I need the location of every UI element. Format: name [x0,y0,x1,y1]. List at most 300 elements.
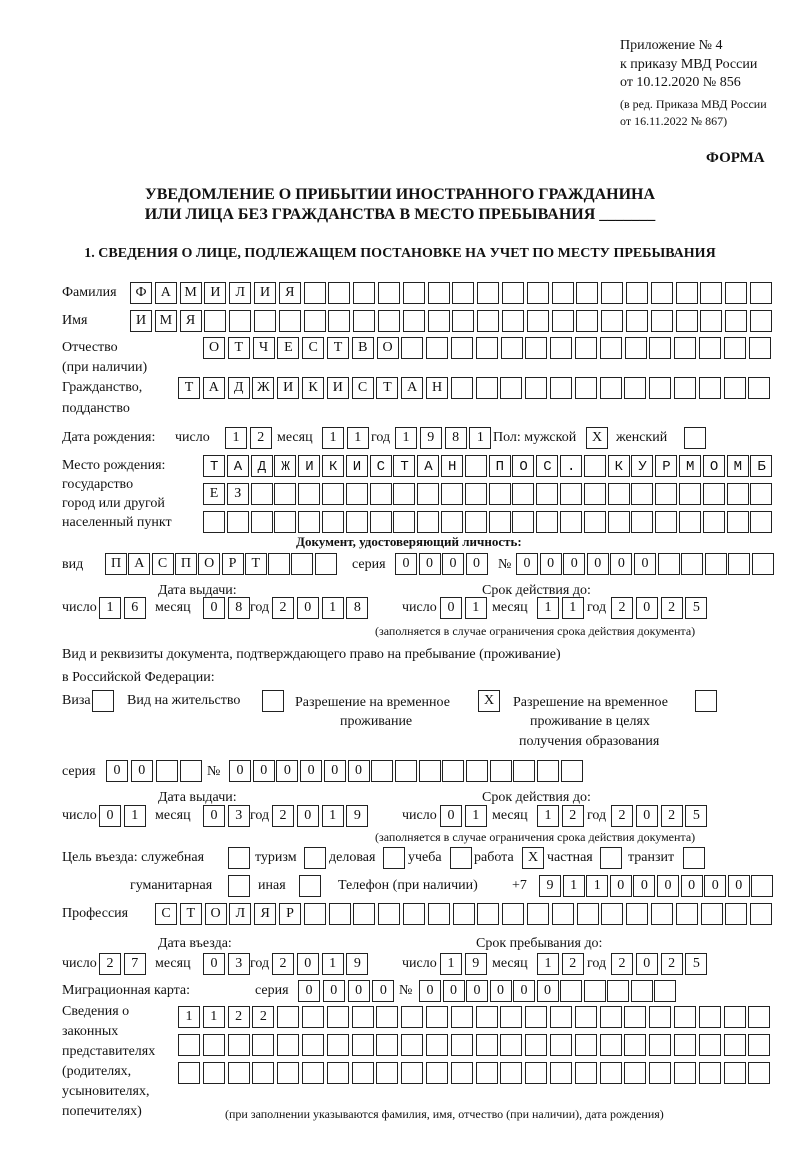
birth-place-field-cell[interactable] [584,511,606,533]
profession-field-cell[interactable]: Р [279,903,301,925]
birth-place-field-cell[interactable] [655,511,677,533]
doc-kind-field-cell[interactable] [291,553,313,575]
birth-place-field-cell[interactable]: Е [203,483,225,505]
reps-field-cell[interactable] [550,1034,572,1056]
phone-field-cell[interactable] [751,875,773,897]
stay-series-field-cell[interactable]: 0 [106,760,128,782]
reps-field-cell[interactable]: 1 [203,1006,225,1028]
day-field-cell[interactable]: 9 [465,953,487,975]
birth-place-field-cell[interactable] [489,511,511,533]
mig-number-field-cell[interactable]: 0 [466,980,488,1002]
name-field-cell[interactable] [700,310,722,332]
citizenship-field-cell[interactable] [525,377,547,399]
birth-place-field-cell[interactable] [322,511,344,533]
mig-number-field-cell[interactable]: 0 [419,980,441,1002]
purpose-tourism-checkbox[interactable] [304,847,326,869]
phone-field-cell[interactable]: 0 [610,875,632,897]
surname-field-cell[interactable] [353,282,375,304]
reps-field-cell[interactable] [327,1062,349,1084]
birth-place-field-cell[interactable] [608,511,630,533]
reps-field-cell[interactable] [600,1062,622,1084]
name-field-cell[interactable] [502,310,524,332]
stay-number-field-cell[interactable] [395,760,417,782]
birth-place-field-cell[interactable] [441,483,463,505]
citizenship-field-cell[interactable] [674,377,696,399]
mig-series-field-cell[interactable]: 0 [323,980,345,1002]
reps-field-cell[interactable] [178,1034,200,1056]
reps-field-cell[interactable] [203,1034,225,1056]
reps-field-cell[interactable] [376,1034,398,1056]
patronymic-field-cell[interactable]: С [302,337,324,359]
year-field-cell[interactable]: 2 [661,805,683,827]
stay-number-field-cell[interactable]: 0 [276,760,298,782]
patronymic-field-cell[interactable]: Е [277,337,299,359]
birth-place-field-cell[interactable] [655,483,677,505]
profession-field-cell[interactable] [453,903,475,925]
stay-number-field-cell[interactable] [513,760,535,782]
profession-field-cell[interactable] [577,903,599,925]
visa-checkbox[interactable] [92,690,114,712]
patronymic-field-cell[interactable] [476,337,498,359]
reps-field-cell[interactable] [525,1062,547,1084]
birth-place-field-cell[interactable] [274,511,296,533]
birth-place-field-cell[interactable] [251,511,273,533]
day-field-cell[interactable]: 1 [465,805,487,827]
surname-field-cell[interactable]: Л [229,282,251,304]
reps-field-cell[interactable]: 1 [178,1006,200,1028]
doc-number-field-cell[interactable] [681,553,703,575]
reps-field-cell[interactable] [724,1034,746,1056]
surname-field-cell[interactable]: Ф [130,282,152,304]
phone-field-cell[interactable]: 0 [728,875,750,897]
doc-series-field-cell[interactable]: 0 [466,553,488,575]
reps-field-cell[interactable] [277,1006,299,1028]
name-field-cell[interactable] [601,310,623,332]
birth-place-field-cell[interactable] [489,483,511,505]
birth-place-field-cell[interactable] [227,511,249,533]
reps-field-cell[interactable] [228,1034,250,1056]
year-field-cell[interactable]: 1 [322,953,344,975]
year-field-cell[interactable]: 0 [297,597,319,619]
citizenship-field-cell[interactable]: К [302,377,324,399]
surname-field-cell[interactable] [676,282,698,304]
name-field-cell[interactable] [403,310,425,332]
year-field-cell[interactable]: 8 [346,597,368,619]
reps-field-cell[interactable] [352,1034,374,1056]
profession-field-cell[interactable] [477,903,499,925]
year-field-cell[interactable]: 2 [611,953,633,975]
name-field-cell[interactable] [477,310,499,332]
reps-field-cell[interactable] [476,1006,498,1028]
doc-number-field-cell[interactable] [658,553,680,575]
reps-field-cell[interactable] [674,1034,696,1056]
stay-series-field-cell[interactable] [180,760,202,782]
reps-field-cell[interactable] [376,1062,398,1084]
purpose-work-checkbox[interactable]: X [522,847,544,869]
name-field-cell[interactable] [626,310,648,332]
birth-year-field-cell[interactable]: 1 [395,427,417,449]
citizenship-field-cell[interactable] [699,377,721,399]
profession-field-cell[interactable] [701,903,723,925]
citizenship-field-cell[interactable]: Т [376,377,398,399]
stay-number-field-cell[interactable] [561,760,583,782]
profession-field-cell[interactable]: Л [229,903,251,925]
reps-field-cell[interactable] [327,1034,349,1056]
reps-field-cell[interactable] [674,1006,696,1028]
citizenship-field-cell[interactable]: Д [228,377,250,399]
birth-place-field-cell[interactable] [536,511,558,533]
birth-place-field-cell[interactable] [679,483,701,505]
month-field-cell[interactable]: 1 [537,805,559,827]
birth-place-field-cell[interactable] [370,483,392,505]
profession-field-cell[interactable] [428,903,450,925]
purpose-humanitarian-checkbox[interactable] [228,875,250,897]
citizenship-field-cell[interactable] [451,377,473,399]
stay-number-field-cell[interactable] [490,760,512,782]
month-field-cell[interactable]: 1 [562,597,584,619]
birth-year-field-cell[interactable]: 9 [420,427,442,449]
birth-year-field-cell[interactable]: 8 [445,427,467,449]
doc-number-field-cell[interactable]: 0 [563,553,585,575]
birth-place-field-cell[interactable] [322,483,344,505]
reps-field-cell[interactable] [600,1006,622,1028]
citizenship-field-cell[interactable]: Т [178,377,200,399]
profession-field-cell[interactable]: С [155,903,177,925]
birth-day-field-cell[interactable]: 1 [225,427,247,449]
reps-field-cell[interactable] [699,1034,721,1056]
birth-place-field-cell[interactable] [536,483,558,505]
reps-field-cell[interactable] [376,1006,398,1028]
stay-number-field-cell[interactable]: 0 [300,760,322,782]
birth-place-field-cell[interactable] [298,511,320,533]
name-field-cell[interactable] [576,310,598,332]
year-field-cell[interactable]: 0 [297,805,319,827]
birth-place-field-cell[interactable] [298,483,320,505]
reps-field-cell[interactable] [426,1034,448,1056]
surname-field-cell[interactable]: И [204,282,226,304]
doc-kind-field-cell[interactable]: О [198,553,220,575]
birth-month-field-cell[interactable]: 1 [347,427,369,449]
reps-field-cell[interactable] [575,1006,597,1028]
purpose-official-checkbox[interactable] [228,847,250,869]
stay-number-field-cell[interactable]: 0 [324,760,346,782]
purpose-business-checkbox[interactable] [383,847,405,869]
phone-field-cell[interactable]: 0 [681,875,703,897]
surname-field-cell[interactable] [328,282,350,304]
month-field-cell[interactable]: 2 [562,805,584,827]
reps-field-cell[interactable] [550,1062,572,1084]
name-field-cell[interactable] [279,310,301,332]
patronymic-field-cell[interactable] [749,337,771,359]
patronymic-field-cell[interactable] [600,337,622,359]
day-field-cell[interactable]: 2 [99,953,121,975]
doc-number-field-cell[interactable]: 0 [540,553,562,575]
surname-field-cell[interactable] [502,282,524,304]
reps-field-cell[interactable] [600,1034,622,1056]
year-field-cell[interactable]: 1 [322,805,344,827]
birth-place-field-cell[interactable] [346,511,368,533]
profession-field-cell[interactable] [304,903,326,925]
patronymic-field-cell[interactable]: Т [228,337,250,359]
reps-field-cell[interactable] [649,1034,671,1056]
mig-series-field-cell[interactable]: 0 [372,980,394,1002]
reps-field-cell[interactable] [451,1062,473,1084]
profession-field-cell[interactable] [552,903,574,925]
year-field-cell[interactable]: 2 [661,953,683,975]
citizenship-field-cell[interactable]: Н [426,377,448,399]
phone-field-cell[interactable]: 0 [633,875,655,897]
surname-field-cell[interactable] [552,282,574,304]
reps-field-cell[interactable] [327,1006,349,1028]
reps-field-cell[interactable]: 2 [228,1006,250,1028]
reps-field-cell[interactable] [277,1062,299,1084]
birth-month-field-cell[interactable]: 1 [322,427,344,449]
surname-field-cell[interactable] [452,282,474,304]
doc-series-field-cell[interactable]: 0 [395,553,417,575]
name-field-cell[interactable] [750,310,772,332]
day-field-cell[interactable]: 0 [99,805,121,827]
surname-field-cell[interactable] [477,282,499,304]
citizenship-field-cell[interactable] [575,377,597,399]
birth-place-field-cell[interactable] [465,511,487,533]
reps-field-cell[interactable] [699,1006,721,1028]
birth-place-field-cell[interactable] [203,511,225,533]
mig-number-field-cell[interactable]: 0 [490,980,512,1002]
name-field-cell[interactable] [204,310,226,332]
citizenship-field-cell[interactable] [550,377,572,399]
name-field-cell[interactable] [552,310,574,332]
patronymic-field-cell[interactable]: О [377,337,399,359]
birth-place-field-cell[interactable] [703,483,725,505]
month-field-cell[interactable]: 2 [562,953,584,975]
reps-field-cell[interactable] [674,1062,696,1084]
profession-field-cell[interactable] [378,903,400,925]
doc-kind-field-cell[interactable] [315,553,337,575]
month-field-cell[interactable]: 0 [203,597,225,619]
phone-field-cell[interactable]: 1 [563,875,585,897]
birth-place-field-cell[interactable] [393,483,415,505]
reps-field-cell[interactable] [426,1062,448,1084]
phone-field-cell[interactable]: 9 [539,875,561,897]
mig-series-field-cell[interactable]: 0 [298,980,320,1002]
year-field-cell[interactable]: 2 [661,597,683,619]
birth-year-field-cell[interactable]: 1 [469,427,491,449]
profession-field-cell[interactable]: О [205,903,227,925]
reps-field-cell[interactable] [178,1062,200,1084]
trp-edu-checkbox[interactable] [695,690,717,712]
purpose-other-checkbox[interactable] [299,875,321,897]
year-field-cell[interactable]: 2 [272,597,294,619]
profession-field-cell[interactable] [527,903,549,925]
reps-field-cell[interactable] [500,1062,522,1084]
name-field-cell[interactable] [527,310,549,332]
reps-field-cell[interactable] [352,1062,374,1084]
reps-field-cell[interactable] [352,1006,374,1028]
birth-place-field-cell[interactable] [750,511,772,533]
doc-number-field-cell[interactable]: 0 [634,553,656,575]
surname-field-cell[interactable] [601,282,623,304]
reps-field-cell[interactable] [451,1034,473,1056]
reps-field-cell[interactable] [277,1034,299,1056]
reps-field-cell[interactable] [624,1034,646,1056]
reps-field-cell[interactable] [500,1034,522,1056]
name-field-cell[interactable] [328,310,350,332]
reps-field-cell[interactable] [302,1034,324,1056]
profession-field-cell[interactable]: Т [180,903,202,925]
birth-place-field-cell[interactable] [512,483,534,505]
birth-place-field-cell[interactable] [679,511,701,533]
reps-field-cell[interactable] [476,1062,498,1084]
reps-field-cell[interactable] [649,1062,671,1084]
birth-place-field-cell[interactable] [727,483,749,505]
patronymic-field-cell[interactable] [426,337,448,359]
citizenship-field-cell[interactable] [649,377,671,399]
doc-kind-field-cell[interactable]: Р [222,553,244,575]
doc-number-field-cell[interactable] [705,553,727,575]
reps-field-cell[interactable] [203,1062,225,1084]
reps-field-cell[interactable] [476,1034,498,1056]
male-checkbox[interactable]: X [586,427,608,449]
month-field-cell[interactable]: 0 [203,805,225,827]
citizenship-field-cell[interactable]: И [277,377,299,399]
reps-field-cell[interactable] [401,1006,423,1028]
doc-kind-field-cell[interactable]: С [152,553,174,575]
patronymic-field-cell[interactable] [625,337,647,359]
mig-series-field-cell[interactable]: 0 [348,980,370,1002]
stay-number-field-cell[interactable] [466,760,488,782]
citizenship-field-cell[interactable]: И [327,377,349,399]
year-field-cell[interactable]: 5 [685,953,707,975]
profession-field-cell[interactable] [329,903,351,925]
birth-place-field-cell[interactable] [441,511,463,533]
name-field-cell[interactable] [452,310,474,332]
name-field-cell[interactable] [304,310,326,332]
reps-field-cell[interactable] [550,1006,572,1028]
reps-field-cell[interactable] [649,1006,671,1028]
birth-place-field-cell[interactable] [631,483,653,505]
day-field-cell[interactable]: 0 [440,597,462,619]
reps-field-cell[interactable] [302,1006,324,1028]
day-field-cell[interactable]: 1 [440,953,462,975]
doc-kind-field-cell[interactable]: Т [245,553,267,575]
purpose-transit-checkbox[interactable] [683,847,705,869]
stay-number-field-cell[interactable]: 0 [229,760,251,782]
phone-field-cell[interactable]: 1 [586,875,608,897]
stay-number-field-cell[interactable] [537,760,559,782]
reps-field-cell[interactable] [252,1062,274,1084]
day-field-cell[interactable]: 1 [124,805,146,827]
year-field-cell[interactable]: 5 [685,805,707,827]
citizenship-field-cell[interactable] [748,377,770,399]
patronymic-field-cell[interactable] [401,337,423,359]
birth-place-field-cell[interactable] [417,511,439,533]
profession-field-cell[interactable] [601,903,623,925]
birth-place-field-cell[interactable] [703,511,725,533]
name-field-cell[interactable]: М [155,310,177,332]
mig-number-field-cell[interactable] [584,980,606,1002]
surname-field-cell[interactable] [428,282,450,304]
patronymic-field-cell[interactable] [501,337,523,359]
patronymic-field-cell[interactable] [649,337,671,359]
doc-kind-field-cell[interactable]: А [128,553,150,575]
reps-field-cell[interactable] [748,1034,770,1056]
name-field-cell[interactable] [378,310,400,332]
mig-number-field-cell[interactable] [654,980,676,1002]
birth-place-field-cell[interactable] [560,483,582,505]
citizenship-field-cell[interactable] [624,377,646,399]
doc-series-field-cell[interactable]: 0 [419,553,441,575]
patronymic-field-cell[interactable] [674,337,696,359]
year-field-cell[interactable]: 1 [322,597,344,619]
year-field-cell[interactable]: 9 [346,953,368,975]
birth-place-field-cell[interactable] [370,511,392,533]
year-field-cell[interactable]: 2 [272,805,294,827]
female-checkbox[interactable] [684,427,706,449]
doc-series-field-cell[interactable]: 0 [442,553,464,575]
year-field-cell[interactable]: 2 [611,805,633,827]
reps-field-cell[interactable] [748,1006,770,1028]
surname-field-cell[interactable] [750,282,772,304]
name-field-cell[interactable] [725,310,747,332]
year-field-cell[interactable]: 5 [685,597,707,619]
profession-field-cell[interactable] [725,903,747,925]
name-field-cell[interactable] [676,310,698,332]
mig-number-field-cell[interactable]: 0 [443,980,465,1002]
profession-field-cell[interactable] [626,903,648,925]
reps-field-cell[interactable] [575,1034,597,1056]
surname-field-cell[interactable] [576,282,598,304]
birth-place-field-cell[interactable] [750,483,772,505]
patronymic-field-cell[interactable]: Т [327,337,349,359]
name-field-cell[interactable]: И [130,310,152,332]
mig-number-field-cell[interactable] [607,980,629,1002]
patronymic-field-cell[interactable] [699,337,721,359]
month-field-cell[interactable]: 0 [203,953,225,975]
year-field-cell[interactable]: 0 [636,953,658,975]
reps-field-cell[interactable] [724,1006,746,1028]
birth-day-field-cell[interactable]: 2 [250,427,272,449]
birth-place-field-cell[interactable] [512,511,534,533]
citizenship-field-cell[interactable]: А [203,377,225,399]
birth-place-field-cell[interactable] [274,483,296,505]
birth-place-field-cell[interactable] [631,511,653,533]
day-field-cell[interactable]: 0 [440,805,462,827]
mig-number-field-cell[interactable]: 0 [537,980,559,1002]
reps-field-cell[interactable] [228,1062,250,1084]
day-field-cell[interactable]: 7 [124,953,146,975]
surname-field-cell[interactable]: И [254,282,276,304]
reps-field-cell[interactable] [624,1062,646,1084]
profession-field-cell[interactable] [750,903,772,925]
birth-place-field-cell[interactable] [560,511,582,533]
reps-field-cell[interactable] [699,1062,721,1084]
reps-field-cell[interactable] [401,1034,423,1056]
patronymic-field-cell[interactable] [550,337,572,359]
residence-permit-checkbox[interactable] [262,690,284,712]
profession-field-cell[interactable] [403,903,425,925]
reps-field-cell[interactable] [748,1062,770,1084]
surname-field-cell[interactable]: Я [279,282,301,304]
stay-number-field-cell[interactable]: 0 [253,760,275,782]
stay-series-field-cell[interactable]: 0 [131,760,153,782]
patronymic-field-cell[interactable]: В [352,337,374,359]
patronymic-field-cell[interactable]: О [203,337,225,359]
purpose-private-checkbox[interactable] [600,847,622,869]
reps-field-cell[interactable] [426,1006,448,1028]
profession-field-cell[interactable] [651,903,673,925]
trp-checkbox[interactable]: X [478,690,500,712]
reps-field-cell[interactable] [302,1062,324,1084]
